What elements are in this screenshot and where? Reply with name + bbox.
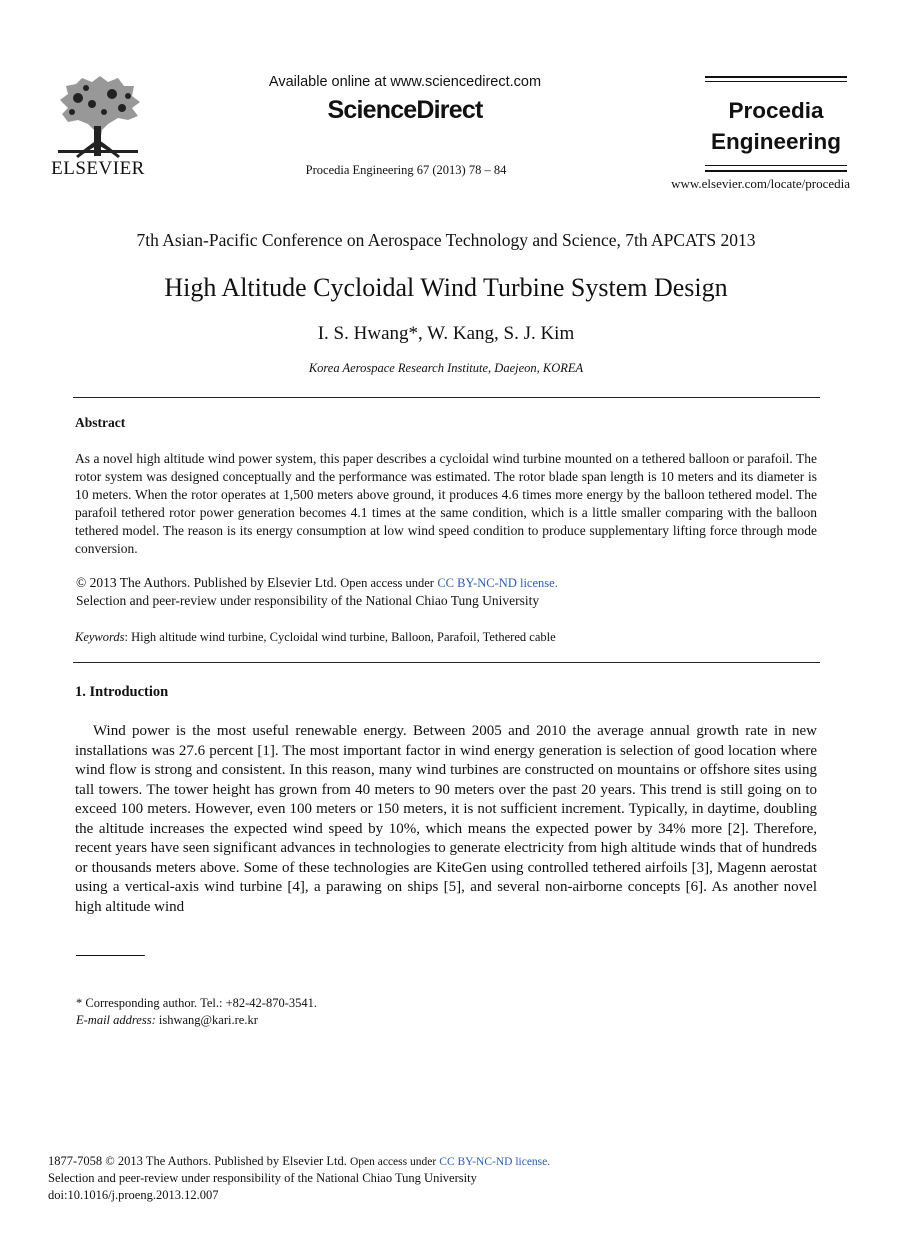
copyright-text: © 2013 The Authors. Published by Elsevier Ltd. xyxy=(76,575,337,590)
journal-rule-bottom-thin xyxy=(705,165,847,166)
abstract-heading: Abstract xyxy=(75,415,126,430)
footer-license-link[interactable]: CC BY-NC-ND license. xyxy=(439,1156,551,1168)
paper-title: High Altitude Cycloidal Wind Turbine System Design xyxy=(164,273,728,302)
email-label: E-mail address: xyxy=(76,1013,156,1027)
section-heading: 1. Introduction xyxy=(75,684,169,700)
email-address[interactable]: ishwang@kari.re.kr xyxy=(158,1013,258,1027)
journal-rule-bottom xyxy=(705,170,847,172)
abstract-body: As a novel high altitude wind power system, this paper describes a cycloidal wind turbine mounted on a tethered balloon or parafoil. The rotor system was designed conceptually and the performance was estimated. The rotor blade span length is 10 meters and its diameter is 10 meters. When the rotor operates at 1,500 meters above ground, it produces 4.6 times more energy by the balloon tethered model. The parafoil tethered rotor power generation becomes 4.1 times at the same condition, which is a little smaller comparing with the balloon tethered model. The reason is its energy consumption at low wind speed condition to produce supplementary lifting force through mode conversion. xyxy=(75,451,817,556)
affiliation: Korea Aerospace Research Institute, Daejeon, KOREA xyxy=(308,361,584,375)
section-body: Wind power is the most useful renewable energy. Between 2005 and 2010 the average annual growth rate in new installations was 27.6 percent [1]. The most important factor in wind energy generation is selection of good location where wind flow is strong and consistent. In this reason, many wind turbines are constructed on mountains or offshore sites using tall towers. The tower height has grown from 40 meters to 90 meters over the past 20 years. This trend is still going on to exceed 100 meters. However, even 100 meters or 150 meters, it is not sufficient increment. Typically, in daytime, doubling the altitude increases the expected wind speed by 10%, which means the expected power by 34% more [2]. Therefore, recent years have seen significant advances in technologies to generate electricity from high altitude winds that of hundreds or thousands meters above. Some of these technologies are KiteGen using controlled tethered airfoils [3], Magenn aerostat using a vertical-axis wind turbine [4], a parawing on ships [5], and several non-airborne concepts [6]. As another novel high altitude wind xyxy=(75,723,817,915)
footer-copyright xyxy=(48,1154,550,1169)
journal-title-line2: Engineering xyxy=(710,129,841,154)
journal-reference: Procedia Engineering 67 (2013) 78 – 84 xyxy=(305,163,507,177)
peer-review-text: Selection and peer-review under responsibility of the National Chiao Tung University xyxy=(76,593,540,608)
publisher-name: ELSEVIER xyxy=(51,158,145,179)
footer-doi[interactable]: doi:10.1016/j.proeng.2013.12.007 xyxy=(48,1188,219,1202)
keywords-list: : High altitude wind turbine, Cycloidal wind turbine, Balloon, Parafoil, Tethered cable xyxy=(124,630,556,644)
footnote-corresponding: * Corresponding author. Tel.: +82-42-870-3541. xyxy=(76,996,317,1010)
footnote-rule xyxy=(76,955,145,956)
footnote-email xyxy=(76,1013,258,1028)
journal-title xyxy=(703,95,849,157)
open-access-text: Open access under xyxy=(340,576,434,590)
available-online[interactable]: Available online at www.sciencedirect.com xyxy=(268,74,542,90)
keywords xyxy=(75,630,817,645)
authors: I. S. Hwang*, W. Kang, S. J. Kim xyxy=(317,323,575,344)
footer-issn-copyright: 1877-7058 © 2013 The Authors. Published by Elsevier Ltd. xyxy=(48,1154,347,1168)
keywords-label: Keywords xyxy=(75,630,125,644)
journal-title-line1: Procedia xyxy=(728,98,824,123)
license-link[interactable]: CC BY-NC-ND license. xyxy=(437,576,558,590)
sciencedirect-brand[interactable]: ScienceDirect xyxy=(327,96,483,124)
conference-name: 7th Asian-Pacific Conference on Aerospace Technology and Science, 7th APCATS 2013 xyxy=(136,230,756,250)
journal-url[interactable]: www.elsevier.com/locate/procedia xyxy=(671,176,850,191)
divider-top xyxy=(73,397,820,398)
footer-open-access: Open access under xyxy=(349,1156,437,1168)
journal-rule-top xyxy=(705,76,847,78)
divider-bottom xyxy=(73,662,820,663)
copyright-block xyxy=(76,574,816,610)
footer-peer-review: Selection and peer-review under responsibility of the National Chiao Tung University xyxy=(48,1171,477,1185)
journal-rule-top-thin xyxy=(705,81,847,82)
